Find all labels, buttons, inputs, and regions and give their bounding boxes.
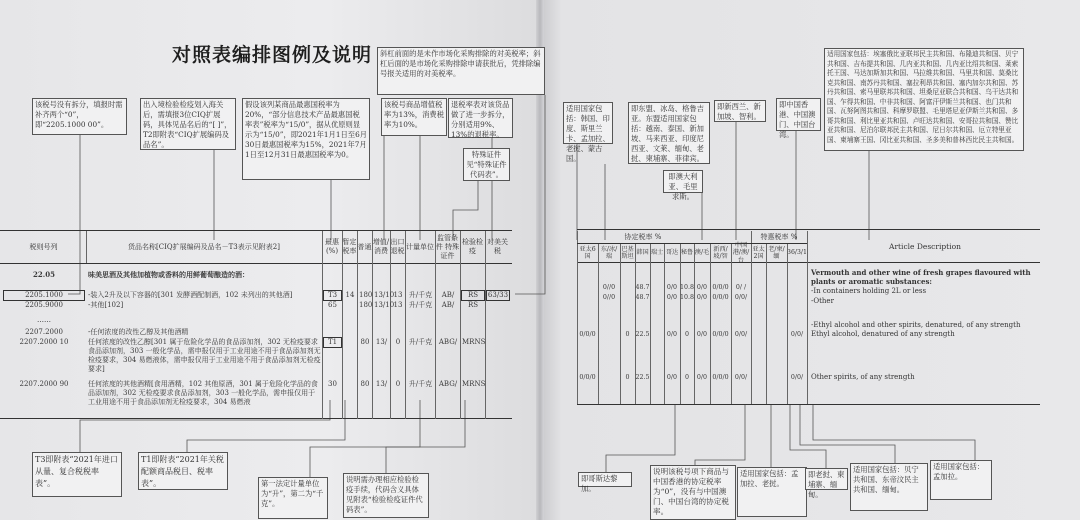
column-divider (390, 231, 391, 419)
right-table-top-rule (577, 229, 1040, 230)
note-lao-kh-mm: 即老挝、柬埔寨、缅甸。 (805, 468, 848, 490)
table-cell-nsc: 0/0/0 (712, 284, 729, 291)
note-costa-rica: 即哥斯达黎加。 (578, 472, 632, 487)
article-heading-vermouth: Vermouth and other wine of fresh grapes flavoured with plants or aromatic substances: (811, 268, 1031, 286)
header-preferential-rates: 特惠税率 % (760, 232, 798, 241)
table-cell-au: 0/0 (696, 374, 708, 381)
table-cell-pe: 10.8 (680, 284, 695, 291)
column-header-hmt: 中国港/澳/台 (732, 241, 750, 264)
table-cell-exp: 0 (395, 380, 401, 388)
table-cell-cr: 0/0 (666, 374, 678, 381)
table-cell-gen: 180 (359, 301, 373, 309)
column-header-exp: 出口退税 (390, 238, 405, 255)
table-cell-insp: MRNS (462, 338, 486, 346)
column-header-ch: 瑞士 (650, 249, 664, 257)
table-cell-gen: 80 (360, 380, 370, 388)
table-cell-desc: -装入2升及以下容器的[301 发酵酒配制酒，102 未列出的其他酒] (88, 291, 293, 299)
table-cell-vat: 13/ (375, 380, 388, 388)
table-cell-insp: MRNS (462, 380, 486, 388)
column-divider (751, 231, 752, 404)
note-hk-mo-tw: 即中国香港、中国澳门、中国台湾。 (776, 98, 821, 131)
table-cell-code: 2205.1000 (4, 291, 84, 300)
table-cell-pk: 0 (625, 374, 630, 381)
table-cell-exp: 0 (395, 338, 401, 346)
article-description: Ethyl alcohol, denatured of any strength (811, 330, 955, 338)
table-cell-hmt: 0/0/ (734, 294, 748, 301)
table-cell-desc: 味美思酒及其他加植物或香料的用鲜葡萄酿造的酒： (88, 270, 249, 279)
table-cell-sup: AB/ (441, 291, 455, 299)
table-cell-sup: AB/ (441, 301, 455, 309)
table-cell-unit: 升/千克 (408, 338, 433, 346)
table-cell-code: 22.05 (33, 270, 55, 279)
note-ldc36: 适用国家包括：埃塞俄比亚联邦民主共和国、布隆迪共和国、贝宁共和国、吉布提共和国、几内亚共和国、几内亚比绍共和国、莱索托王国、马达加斯加共和国、马拉维共和国、马里共和国、莫桑比克共和国、南苏丹共和国、塞拉利昂共和国、塞内加尔共和国、苏丹共和国、索马里联邦共和国、坦桑尼亚联合共和国、乌干达共和国、乍得共和国、中非共和国、阿富汗伊斯兰共和国、也门共和国、瓦努阿图共和国、科摩罗联盟、毛里塔尼亚伊斯兰共和国、多哥共和国、利比里亚共和国、卢旺达共和国、安哥拉共和国、赞比亚共和国、尼泊尔联邦民主共和国、尼日尔共和国、厄立特里亚国、柬埔寨王国、冈比亚共和国、圣多美和普林西比民主共和国。 (824, 48, 1024, 151)
table-cell-eis: 0//0 (602, 294, 616, 301)
table-cell-code: …… (37, 316, 51, 324)
column-header-apta6: 亚太6国 (579, 245, 596, 260)
table-cell-kr: 22.5 (635, 331, 650, 338)
table-cell-code: 2207.2000 10 (19, 338, 69, 346)
table-cell-gen: 80 (360, 338, 370, 346)
right-table-bottom-rule (577, 404, 1040, 405)
table-cell-desc: 任何浓度的其他酒精[食用酒精，102 其他原酒，301 属于危险化学品的食品添加剂，302 无检疫要求食品添加剂，303 一般化学品，需申报仅用于工业用途不用于食品添加剂无检疫要求，304 易燃液 (88, 380, 318, 406)
table-cell-sup: ABG/ (438, 338, 458, 346)
column-header-nsc: 新西/坡/智 (713, 245, 728, 260)
table-cell-cr: 0/0 (666, 284, 678, 291)
table-cell-code: 2207.2000 90 (19, 380, 69, 388)
note-mfn-example: 假设该列某商品最惠国税率为20%，“部分信息技术产品最惠国税率表”税率为“15/0”，据从优原则显示为“15/0”，即2021年1月1日至6月30日最惠国税率为15%，2021年7月1日至12月31日最惠国税率为0。 (242, 98, 370, 180)
column-header-eis: 东/冰/瑞 (600, 245, 618, 260)
note-t1: T1即附表“2021年关税配额商品税目、税率表”。 (138, 452, 228, 490)
article-heading-ethyl: -Ethyl alcohol and other spirits, denatured, of any strength (811, 321, 1021, 329)
column-divider (372, 231, 373, 419)
table-cell-hmt: 0/0/ (734, 331, 748, 338)
table-cell-code: 2207.2000 (25, 328, 63, 336)
article-description: Other spirits, of any strength (811, 373, 915, 381)
table-cell-vat: 13/10 (374, 301, 395, 309)
table-cell-pe: 0 (684, 331, 689, 338)
table-cell-nsc: 0/0/0 (712, 294, 729, 301)
column-header-temp: 暂定税率 (342, 238, 357, 255)
table-cell-unit: 升/千克 (408, 291, 433, 299)
table-cell-pe: 0 (684, 374, 689, 381)
note-au-mu: 即澳大利亚、毛里求斯。 (663, 170, 703, 193)
column-divider (405, 231, 406, 419)
table-cell-cr: 0/0 (666, 331, 678, 338)
column-divider (357, 231, 358, 419)
column-header-au: 澳/毛 (694, 249, 710, 257)
note-nz-sg-cl: 即新西兰、新加坡、智利。 (714, 100, 766, 122)
column-divider (342, 231, 343, 419)
note-vat-rate: 该税号商品增值税率为13%，消费税率为10%。 (381, 98, 447, 136)
table-cell-au: 0/0 (696, 294, 708, 301)
table-cell-unit: 升/千克 (408, 380, 433, 388)
note-code-padding: 该税号没有拆分，填报时需补齐两个“0”，即“2205.1000 00”。 (32, 98, 127, 135)
table-cell-nsc: 0/0/0 (712, 331, 729, 338)
note-ldc1: 适用国家包括：孟加拉。 (930, 460, 992, 500)
column-header-mfn: 最惠(%) (325, 238, 339, 255)
table-cell-mfn: T3 (324, 291, 341, 300)
table-cell-kr: 48.7 (635, 294, 650, 301)
article-description: -In containers holding 2L or less (811, 287, 927, 295)
page-title: 对照表编排图例及说明 (172, 44, 373, 66)
table-cell-hmt: 0/ / (735, 284, 747, 291)
table-cell-mfn: 65 (328, 301, 337, 309)
column-header-pe: 秘鲁 (680, 249, 694, 257)
note-slash-rate: 斜杠前面的是未作市场化采购排除的对美税率；斜杠后面的是市场化采购排除申请获批后，凭排除编号报关适用的对美税率。 (377, 47, 545, 95)
note-unit: 第一法定计量单位为“升”，第二为“千克”。 (258, 477, 328, 519)
column-divider (650, 244, 651, 404)
column-header-cr: 哥达 (665, 249, 679, 257)
column-header-unit: 计量单位 (406, 242, 434, 251)
note-special-cert: 特殊证件见“特殊证件代码表”。 (463, 148, 510, 181)
column-header-kr: 韩国 (636, 249, 649, 257)
table-cell-kr: 48.7 (635, 284, 650, 291)
table-cell-desc: -任何浓度的改性乙醇及其他酒精 (88, 328, 189, 336)
right-table-header-rule (577, 262, 1040, 263)
note-asean: 即东盟、冰岛、格鲁吉亚。东盟适用国家包括：越南、泰国、新加坡、马来西亚、印度尼西亚、文莱、缅甸、老挝、柬埔寨、菲律宾。 (628, 102, 710, 164)
column-header-ldc: 36/3/1 (787, 249, 807, 257)
table-cell-pk: 0 (625, 331, 630, 338)
table-cell-nsc: 0/0/0 (712, 374, 729, 381)
table-cell-au: 0/0 (696, 331, 708, 338)
table-cell-gen: 180 (359, 291, 373, 299)
column-divider (807, 231, 808, 404)
note-hk-zero: 说明该税号项下商品与中国香港的协定税率为“0”，没有与中国澳门、中国台湾的协定税率。 (650, 465, 736, 520)
table-cell-insp: RS (467, 301, 479, 309)
table-cell-code: 2205.9000 (25, 301, 63, 309)
group-header-rule (577, 243, 807, 244)
column-divider (766, 244, 767, 404)
header-agreement-rates: 协定税率 % (624, 232, 662, 241)
table-cell-vat: 13/10 (374, 291, 395, 299)
note-ldc3: 适用国家包括：贝宁共和国、东帝汶民主共和国、缅甸。 (850, 463, 928, 511)
table-cell-desc: -其他[102] (88, 301, 124, 309)
table-cell-cr: 0/0 (666, 294, 678, 301)
table-cell-temp: 14 (345, 291, 355, 299)
table-cell-insp: RS (462, 291, 484, 300)
table-cell-apta6: 0/0/0 (579, 374, 596, 381)
note-inspection: 说明需办理相应检验检疫手续，代码含义具体见附表“检验检疫证件代码表”。 (343, 473, 429, 518)
table-cell-eis: 0//0 (602, 284, 616, 291)
table-cell-desc: 任何浓度的改性乙醇[301 属于危险化学品的食品添加剂，302 无检疫要求食品添加剂，303 一般化学品，需申报仅用于工业用途不用于食品添加剂无检疫要求，304 易燃液体，需申报仅用于工业用途不用于食品添加剂无检疫要求] (88, 338, 321, 373)
table-cell-exp: 13 (393, 291, 403, 299)
column-header-sup: 监管条件 特殊证件 (435, 233, 460, 260)
table-cell-unit: 升/千克 (408, 301, 433, 309)
header-article-description: Article Description (889, 241, 961, 251)
column-header-apta2: 亚太2国 (752, 245, 765, 260)
note-ciq-code: 出入境检验检疫划入海关后，需填报3位CIQ扩展码，具体见品名后的“[ ]”，T2即附表“CIQ扩展编码及品名”。 (140, 98, 236, 150)
column-header-desc: 货品名称[CIQ扩展编码及品名－T3表示见附表2] (128, 242, 280, 251)
table-cell-exp: 13 (393, 301, 403, 309)
table-cell-ldc: 0/0/ (790, 331, 804, 338)
table-cell-vat: 13/ (375, 338, 388, 346)
table-cell-mfn: 30 (328, 380, 337, 388)
column-divider (86, 231, 87, 263)
table-cell-kr: 22.5 (635, 374, 650, 381)
column-header-insp: 检验检疫 (462, 238, 483, 255)
column-header-lkm: 老/柬/缅 (768, 245, 785, 260)
column-header-pk: 巴基斯坦 (621, 245, 634, 260)
note-export-rebate: 退税率表对该货品做了进一步拆分，分别适用9%、13%的退税率。 (448, 98, 513, 138)
article-description: -Other (811, 297, 834, 305)
column-divider (322, 231, 323, 419)
note-t3: T3即附表“2021年进口从量、复合税税率表”。 (32, 452, 122, 497)
table-cell-apta6: 0/0/0 (579, 331, 596, 338)
table-cell-us: 63/33 (487, 291, 509, 299)
column-divider (598, 244, 599, 404)
column-divider (435, 231, 436, 419)
column-divider (460, 231, 461, 419)
table-cell-mfn: T1 (324, 338, 341, 347)
column-header-vat: 增值/消费 (372, 238, 390, 255)
column-header-gen: 普通 (357, 242, 372, 251)
note-apta2: 适用国家包括：孟加拉、老挝。 (737, 467, 807, 517)
note-apta6: 适用国家包括：韩国、印度、斯里兰卡、孟加拉、老挝、蒙古国。 (563, 102, 613, 144)
column-header-us: 对美关税 (487, 238, 508, 255)
table-cell-sup: ABG/ (438, 380, 458, 388)
table-cell-ldc: 0/0/ (790, 374, 804, 381)
column-header-code: 税则号列 (29, 242, 58, 251)
table-cell-pe: 10.8 (680, 294, 695, 301)
column-divider (485, 231, 486, 419)
table-cell-hmt: 0/0/ (734, 374, 748, 381)
table-cell-au: 0/0 (696, 284, 708, 291)
